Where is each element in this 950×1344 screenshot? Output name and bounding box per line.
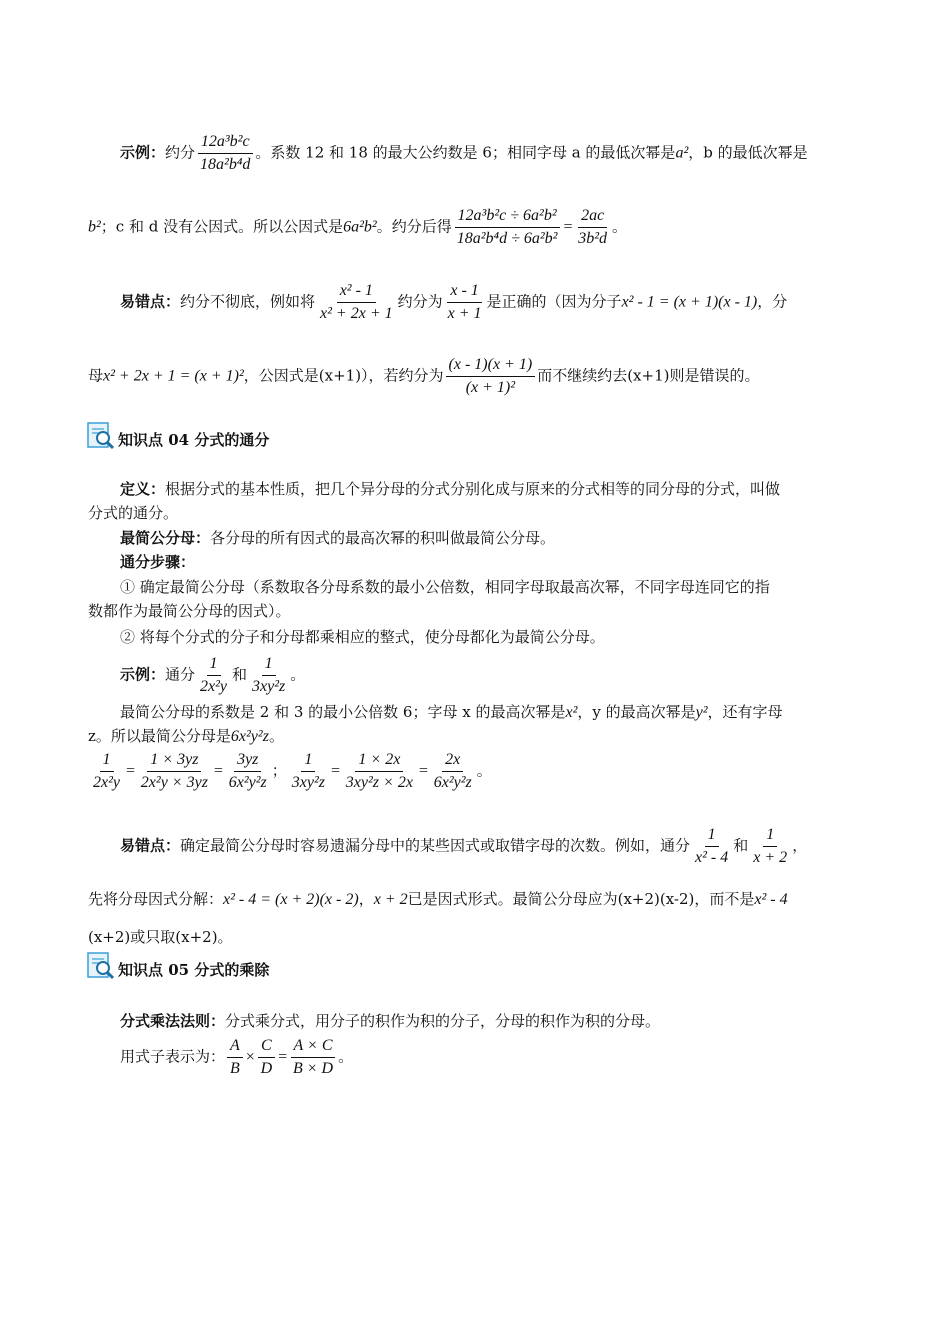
magnifier-document-icon — [86, 950, 116, 980]
fraction-1: $\frac{\text{12a³b²c}}{\text{18a²b⁴d}}$ — [197, 132, 253, 175]
magnifier-document-icon — [86, 420, 116, 450]
error-line-3: 易错点：确定最简公分母时容易遗漏分母中的某些因式或取错字母的次数。例如，通分 $\frac{1}{\text{x² - 4}}$ 和 $\frac{1}{x + 2}$ ， — [120, 826, 808, 866]
fraction-m3: $\frac{A \times C}{B \times D}$ — [290, 1036, 336, 1079]
definition-line-1: 定义：根据分式的基本性质，把几个异分母的分式分别化成与原来的分式相等的同分母的分式，叫做 — [120, 480, 781, 498]
fraction-c3: $\frac{3yz}{\text{6x²y²z}}$ — [228, 751, 267, 791]
steps-label: 通分步骤： — [120, 553, 196, 571]
fraction-g1: $\frac{1}{\text{x² - 4}}$ — [695, 826, 729, 866]
definition-line-2: 分式的通分。 — [88, 504, 179, 522]
error-line-5: (x+2)或只取(x+2)。 — [88, 928, 233, 946]
multiplication-rule: 分式乘法法则：分式乘分式，用分子的积作为积的分子，分母的积作为积的分母。 — [120, 1012, 661, 1030]
fraction-c2: $\frac{1 \times 3yz}{\text{2x²y × 3yz}}$ — [140, 751, 208, 791]
fraction-2: $\frac{\text{12a³b²c ÷ 6a²b²}}{\text{18a²b⁴d ÷ 6a²b²}}$ — [454, 206, 561, 249]
step-1-line-1: ① 确定最简公分母（系数取各分母系数的最小公倍数，相同字母取最高次幂，不同字母连同它的指 — [120, 578, 770, 596]
lcd-definition: 最简公分母：各分母的所有因式的最高次幂的积叫做最简公分母。 — [120, 529, 556, 547]
error-line-2: 母x² + 2x + 1 = (x + 1)²，公因式是(x+1)），若约分为 $\frac{(x - 1)(x + 1)}{\text{(x + 1)²}}$ 而不继续约去(x+1)则是错误的。 — [88, 356, 760, 396]
example-line: 示例：通分 $\frac{1}{\text{2x²y}}$ 和 $\frac{1}{\text{3xy²z}}$ 。 — [120, 655, 306, 695]
fraction-e2: $\frac{1}{\text{3xy²z}}$ — [252, 655, 286, 695]
example-line-1: 示例：约分 $\frac{\text{12a³b²c}}{\text{18a²b⁴d}}$ 。系数 12 和 18 的最大公约数是 6；相同字母 a 的最低次幂是a²，b 的最低次幂是 — [120, 133, 808, 173]
section-title: 知识点 05 分式的乘除 — [118, 961, 270, 979]
fraction-5: $\frac{x - 1}{x + 1}$ — [447, 282, 482, 322]
fraction-m1: $\frac{A}{B}$ — [227, 1036, 243, 1079]
section-title: 知识点 04 分式的通分 — [118, 431, 270, 449]
fraction-c6: $\frac{2x}{\text{6x²y²z}}$ — [433, 751, 472, 791]
step-2: ② 将每个分式的分子和分母都乘相应的整式，使分母都化为最简公分母。 — [120, 628, 605, 646]
section-heading-05 — [86, 948, 269, 980]
lcd-explanation-1: 最简公分母的系数是 2 和 3 的最小公倍数 6；字母 x 的最高次幂是x²，y 的最高次幂是y²，还有字母 — [120, 703, 783, 721]
lcd-explanation-2: z。所以最简公分母是6x²y²z。 — [88, 727, 284, 745]
fraction-6: $\frac{(x - 1)(x + 1)}{\text{(x + 1)²}}$ — [446, 355, 536, 398]
fraction-3: $\frac{2ac}{\text{3b²d}}$ — [578, 207, 608, 247]
section-heading-04 — [86, 418, 269, 450]
error-line-4: 先将分母因式分解：x² - 4 = (x + 2)(x - 2)，x + 2已是因式形式。最简公分母应为(x+2)(x-2)，而不是x² - 4 — [88, 890, 788, 908]
fraction-e1: $\frac{1}{\text{2x²y}}$ — [200, 655, 228, 695]
example-line-2: b²；c 和 d 没有公因式。所以公因式是6a²b²。约分后得 $\frac{\text{12a³b²c ÷ 6a²b²}}{\text{18a²b⁴d ÷ 6a²b²}}$ = $\frac{2ac}{\text{3b²d}}$ 。 — [88, 207, 628, 247]
fraction-c5: $\frac{1 \times 2x}{\text{3xy²z × 2x}}$ — [345, 751, 413, 791]
fraction-g2: $\frac{1}{x + 2}$ — [753, 826, 788, 866]
fraction-c1: $\frac{1}{\text{2x²y}}$ — [93, 751, 120, 791]
fraction-c4: $\frac{1}{\text{3xy²z}}$ — [291, 751, 325, 791]
fraction-m2: $\frac{C}{D}$ — [258, 1036, 276, 1079]
step-1-line-2: 数都作为最简公分母的因式）。 — [88, 602, 291, 620]
error-line-1: 易错点：约分不彻底，例如将 $\frac{\text{x² - 1}}{\text{x² + 2x + 1}}$ 约分为 $\frac{x - 1}{x + 1}$ 是正确的（因为分子x² - 1 = (x + 1)(x - 1)，分 — [120, 282, 788, 322]
multiplication-formula: 用式子表示为： $\frac{A}{B}$ × $\frac{C}{D}$ = $\frac{A \times C}{B \times D}$ 。 — [120, 1037, 354, 1077]
conversion-equations: $\frac{1}{\text{2x²y}}$ = $\frac{1 \times 3yz}{\text{2x²y × 3yz}}$ = $\frac{3yz}{\text{6x²y²z}}$ ； $\frac{1}{\text{3xy²z}}$ = $\frac{1 \times 2x}{\text{3xy²z × 2x}}$ = $\frac{2x}{\text{6x²y²z}}$ 。 — [88, 750, 868, 793]
fraction-4: $\frac{\text{x² - 1}}{\text{x² + 2x + 1}}$ — [320, 282, 393, 322]
